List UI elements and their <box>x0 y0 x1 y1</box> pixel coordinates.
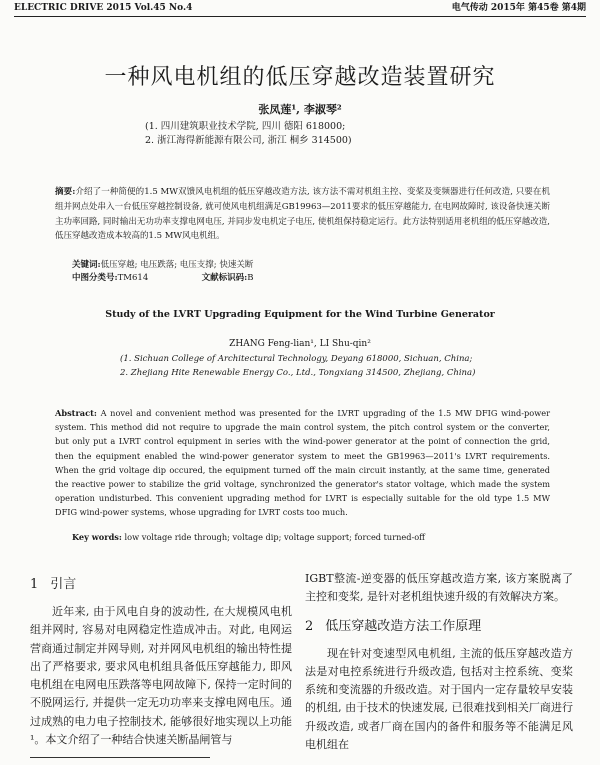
header-right: 电气传动 2015年 第45卷 第4期 <box>451 3 586 13</box>
abstract-en-label: Abstract: <box>55 408 97 418</box>
keywords-cn <box>72 259 253 272</box>
affiliation-cn-2: 2. 浙江海得新能源有限公司, 浙江 桐乡 314500) <box>145 135 352 146</box>
section-2-heading <box>305 617 573 637</box>
doc-code-label: 文献标识码: <box>201 273 248 283</box>
keywords-en-text: low voltage ride through; voltage dip; voltage support; forced turned-off <box>124 532 425 542</box>
section-1-title: 引言 <box>50 577 77 592</box>
authors-en: ZHANG Feng-lian¹, LI Shu-qin² <box>229 339 371 349</box>
clc-value: TM614 <box>117 273 149 283</box>
affiliation-cn-1: (1. 四川建筑职业技术学院, 四川 德阳 618000; <box>145 121 346 132</box>
affiliation-en-2: 2. Zhejiang Hite Renewable Energy Co., Ltd., Tongxiang 314500, Zhejiang, China) <box>120 368 476 378</box>
section-2-paragraph: 现在针对变速型风电机组, 主流的低压穿越改造方法是对电控系统进行升级改造, 包括对主控系统、变桨系统和变流器的升级改造。对于国内一定存量较早安装的机组, 由于技术的快速发展, 已很难找到相关厂商进行升级改造, 或者厂商在国内的备件和服务等不能满足风电机组在 <box>305 646 573 752</box>
body-column-right <box>305 570 573 754</box>
footnote-divider <box>30 757 210 758</box>
intro-continuation: IGBT整流-逆变器的低压穿越改造方案, 该方案脱离了主控和变桨, 是针对老机组快速升级的有效解决方案。 <box>305 572 573 604</box>
paper-title-cn: 一种风电机组的低压穿越改造装置研究 <box>104 65 496 90</box>
journal-header <box>14 2 586 17</box>
keywords-en-label: Key words: <box>72 532 122 542</box>
abstract-en-text: A novel and convenient method was presented for the LVRT upgrading of the 1.5 MW DFIG wind-power system. This method did not require to upgrade the main control system, the pitch control system or the converter, but only put a LVRT control equipment in series with the wind-power generator at the point of connection the grid, then the equipment enabled the wind-power generator system to meet the GB19963—2011's LVRT requirements. When the grid voltage dip occured, the equipment turned off the main circuit instantly, at the same time, generated the reactive power to stabilize the grid voltage, synchronized the generator's stator voltage, which made the system operation undisturbed. This convenient upgrading method for LVRT is especially suitable for the old type 1.5 MW DFIG wind-power systems, whose upgrading for LVRT costs too much. <box>55 408 550 518</box>
keywords-en <box>72 532 552 542</box>
section-2-title: 低压穿越改造方法工作原理 <box>325 618 482 634</box>
authors-cn: 张凤莲¹, 李淑琴² <box>258 103 342 116</box>
section-1-paragraph: 近年来, 由于风电自身的波动性, 在大规模风电机组并网时, 容易对电网稳定性造成冲击。对此, 电网运营商通过制定并网导则, 对并网风电机组的输出特性提出了严格要求, 要求风电机组具备低压穿越能力, 即风电机组在电网电压跌落等电网故障下, 保持一定时间的不脱网运行, 并提供一定无功功率来支撑电网电压。通过成熟的电力电子控制技术, 能够很好地实现以上功能¹。本文介绍了一种结合快速关断晶闸管与 <box>30 605 292 747</box>
classification-line <box>72 272 254 285</box>
clc-label: 中图分类号: <box>72 273 118 283</box>
section-2-number: 2 <box>305 618 314 634</box>
keywords-cn-label: 关键词: <box>72 260 101 270</box>
header-left: ELECTRIC DRIVE 2015 Vol.45 No.4 <box>14 3 193 13</box>
abstract-cn <box>55 185 550 244</box>
section-1-number: 1 <box>30 577 39 592</box>
abstract-cn-label: 摘要: <box>55 187 76 197</box>
section-1-heading <box>30 575 292 595</box>
affiliation-en-1: (1. Sichuan College of Architectural Technology, Deyang 618000, Sichuan, China; <box>120 354 473 364</box>
body-column-left <box>30 575 292 749</box>
keywords-cn-text: 低压穿越; 电压跌落; 电压支撑; 快速关断 <box>100 260 254 270</box>
abstract-cn-text: 介绍了一种简便的1.5 MW双馈风电机组的低压穿越改造方法, 该方法不需对机组主控、变桨及变频器进行任何改造, 只要在机组并网点处串入一台低压穿越控制设备, 就可使风电机组满足GB19963—2011要求的低压穿越能力, 在电网故障时, 该设备快速关断主功率回路, 同时输出无功功率支撑电网电压, 并同步发电机定子电压, 使机组保持稳定运行。此方法特别适用老机组的低压穿越改造, 低压穿越改造成本较高的1.5 MW风电机组。 <box>55 187 550 242</box>
paper-title-en: Study of the LVRT Upgrading Equipment for the Wind Turbine Generator <box>105 309 495 320</box>
doc-code-value: B <box>247 273 254 283</box>
abstract-en <box>55 406 550 520</box>
